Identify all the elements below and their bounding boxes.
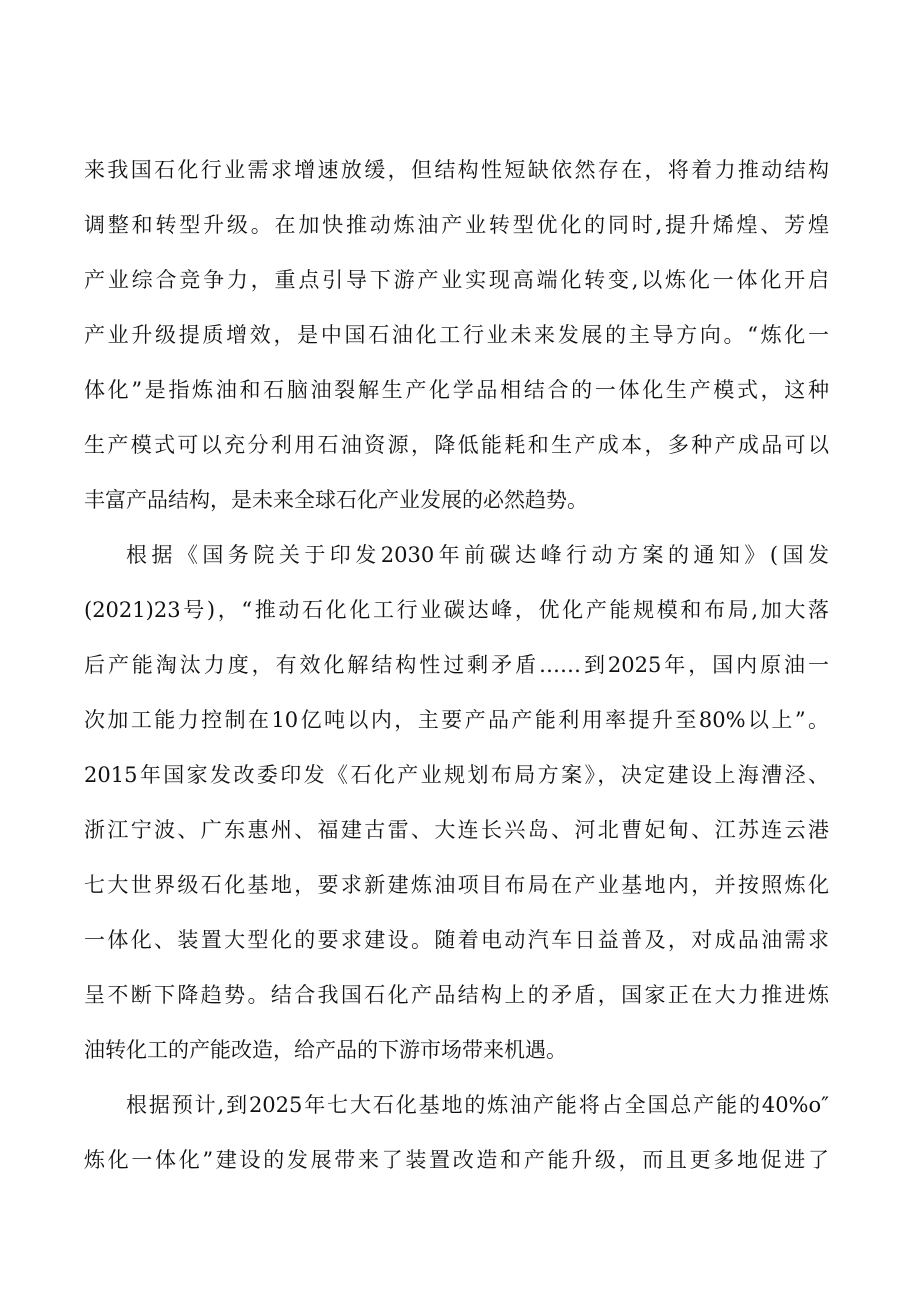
text-line: 2015年国家发改委印发《石化产业规划布局方案》，决定建设上海漕泾、 xyxy=(84,763,829,787)
text-line: (2021)23号)，“推动石化化工行业碳达峰，优化产能规模和布局,加大落 xyxy=(84,598,829,622)
paragraph-2 xyxy=(84,528,829,1078)
text-line: 后产能淘汰力度，有效化解结构性过剩矛盾……到2025年，国内原油一 xyxy=(84,653,829,677)
text-line: 体化”是指炼油和石脑油裂解生产化学品相结合的一体化生产模式，这种 xyxy=(84,378,829,402)
text-line: 油转化工的产能改造，给产品的下游市场带来机遇。 xyxy=(84,1038,567,1062)
text-line: 产业综合竞争力，重点引导下游产业实现高端化转变,以炼化一体化开启 xyxy=(84,268,829,292)
text-line: 调整和转型升级。在加快推动炼油产业转型优化的同时,提升烯煌、芳煌 xyxy=(84,213,829,237)
text-line: 炼化一体化”建设的发展带来了装置改造和产能升级，而且更多地促进了 xyxy=(84,1148,829,1172)
text-line: 呈不断下降趋势。结合我国石化产品结构上的矛盾，国家正在大力推进炼 xyxy=(84,983,829,1007)
text-line: 丰富产品结构，是未来全球石化产业发展的必然趋势。 xyxy=(84,488,588,512)
text-line: 生产模式可以充分利用石油资源，降低能耗和生产成本，多种产成品可以 xyxy=(84,433,829,457)
text-line: 一体化、装置大型化的要求建设。随着电动汽车日益普及，对成品油需求 xyxy=(84,928,829,952)
document-body xyxy=(84,143,829,1188)
text-line: 产业升级提质增效，是中国石油化工行业未来发展的主导方向。“炼化一 xyxy=(84,323,829,347)
paragraph-3 xyxy=(84,1078,829,1188)
text-line: 七大世界级石化基地，要求新建炼油项目布局在产业基地内，并按照炼化 xyxy=(84,873,829,897)
text-line: 次加工能力控制在10亿吨以内，主要产品产能利用率提升至80%以上”。 xyxy=(84,708,829,732)
text-line: 来我国石化行业需求增速放缓，但结构性短缺依然存在，将着力推动结构 xyxy=(84,158,829,182)
paragraph-1 xyxy=(84,143,829,528)
text-line: 根据《国务院关于印发2030年前碳达峰行动方案的通知》(国发 xyxy=(126,543,829,567)
text-line: 根据预计,到2025年七大石化基地的炼油产能将占全国总产能的40%o″ xyxy=(126,1093,829,1117)
text-line: 浙江宁波、广东惠州、福建古雷、大连长兴岛、河北曹妃甸、江苏连云港 xyxy=(84,818,829,842)
